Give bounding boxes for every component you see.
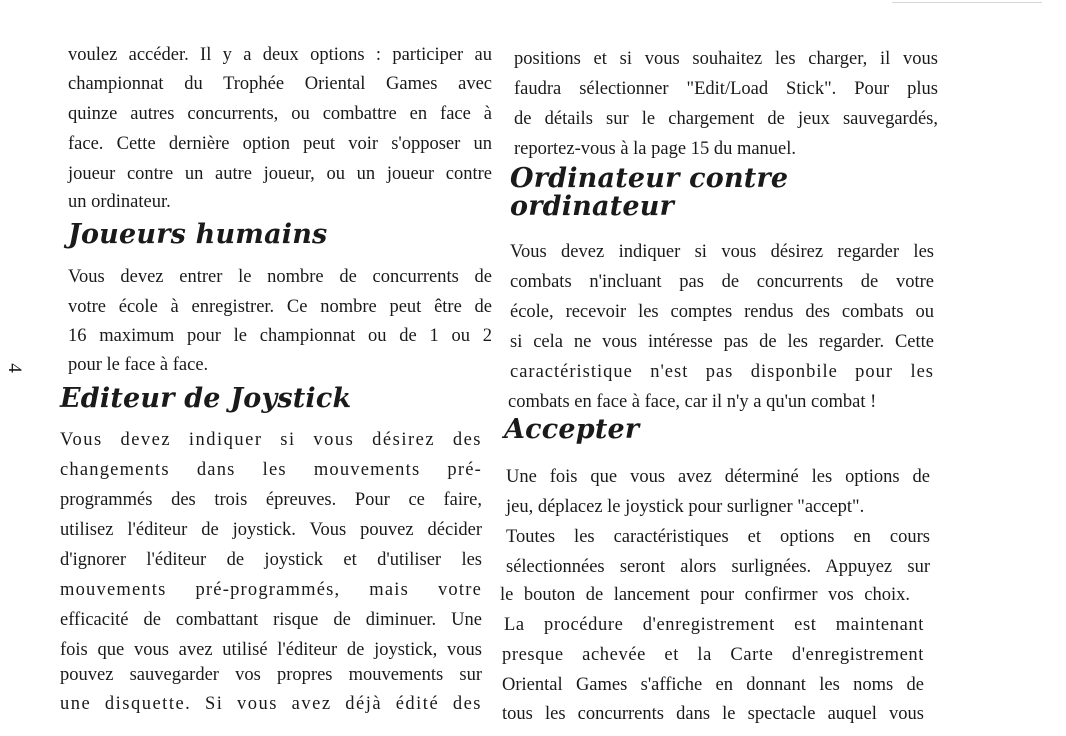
paragraph-line: de détails sur le chargement de jeux sauvegardés, [514,109,938,129]
paragraph-line: d'ignorer l'éditeur de joystick et d'utiliser les [60,550,482,570]
paragraph-line: une disquette. Si vous avez déjà édité des [60,694,482,714]
paragraph-line: Toutes les caractéristiques et options en cours [506,527,930,547]
paragraph-line: jeu, déplacez le joystick pour surligner "accept". [506,497,865,517]
paragraph-line: programmés des trois épreuves. Pour ce faire, [60,490,482,510]
paragraph-line: un ordinateur. [68,192,171,212]
section-heading-ordinateur: ordinateur [510,191,674,222]
paragraph-line: faudra sélectionner "Edit/Load Stick". Pour plus [514,79,938,99]
page-number: 4 [4,363,25,373]
section-heading-ordinateur-contre: Ordinateur contre [510,163,789,194]
paragraph-line: Oriental Games s'affiche en donnant les noms de [502,675,924,695]
paragraph-line: combats en face à face, car il n'y a qu'un combat ! [508,392,877,412]
paragraph-line: championnat du Trophée Oriental Games avec [68,74,492,94]
paragraph-line: La procédure d'enregistrement est maintenant [504,615,924,635]
paragraph-line: changements dans les mouvements pré- [60,460,482,480]
paragraph-line: Vous devez indiquer si vous désirez regarder les [510,242,934,262]
paragraph-line: efficacité de combattant risque de diminuer. Une [60,610,482,630]
paragraph-line: quinze autres concurrents, ou combattre en face à [68,104,492,124]
paragraph-line: le bouton de lancement pour confirmer vos choix. [500,585,910,605]
paragraph-line: presque achevée et la Carte d'enregistrement [502,645,924,665]
paragraph-line: combats n'incluant pas de concurrents de votre [510,272,934,292]
paragraph-line: voulez accéder. Il y a deux options : participer au [68,45,492,65]
paragraph-line: école, recevoir les comptes rendus des combats ou [510,302,934,322]
paragraph-line: positions et si vous souhaitez les charger, il vous [514,49,938,69]
paragraph-line: sélectionnées seront alors surlignées. Appuyez sur [506,557,930,577]
paragraph-line: Vous devez indiquer si vous désirez des [60,430,482,450]
section-heading-joueurs-humains: Joueurs humains [68,219,328,250]
paragraph-line: pour le face à face. [68,355,209,375]
paragraph-line: Vous devez entrer le nombre de concurrents de [68,267,492,287]
paragraph-line: fois que vous avez utilisé l'éditeur de joystick, vous [60,640,482,660]
paragraph-line: votre école à enregistrer. Ce nombre peut être de [68,297,492,317]
paragraph-line: pouvez sauvegarder vos propres mouvements sur [60,665,482,685]
section-heading-editeur-de-joystick: Editeur de Joystick [60,383,352,414]
paragraph-line: tous les concurrents dans le spectacle auquel vous [502,704,924,724]
scan-edge-line [892,2,1042,3]
paragraph-line: Une fois que vous avez déterminé les options de [506,467,930,487]
paragraph-line: si cela ne vous intéresse pas de les regarder. Cette [510,332,934,352]
paragraph-line: utilisez l'éditeur de joystick. Vous pouvez décider [60,520,482,540]
paragraph-line: mouvements pré-programmés, mais votre [60,580,482,600]
paragraph-line: 16 maximum pour le championnat ou de 1 ou 2 [68,326,492,346]
paragraph-line: caractéristique n'est pas disponbile pour les [510,362,934,382]
paragraph-line: joueur contre un autre joueur, ou un joueur contre [68,164,492,184]
paragraph-line: face. Cette dernière option peut voir s'opposer un [68,134,492,154]
paragraph-line: reportez-vous à la page 15 du manuel. [514,139,797,159]
section-heading-accepter: Accepter [504,414,640,445]
